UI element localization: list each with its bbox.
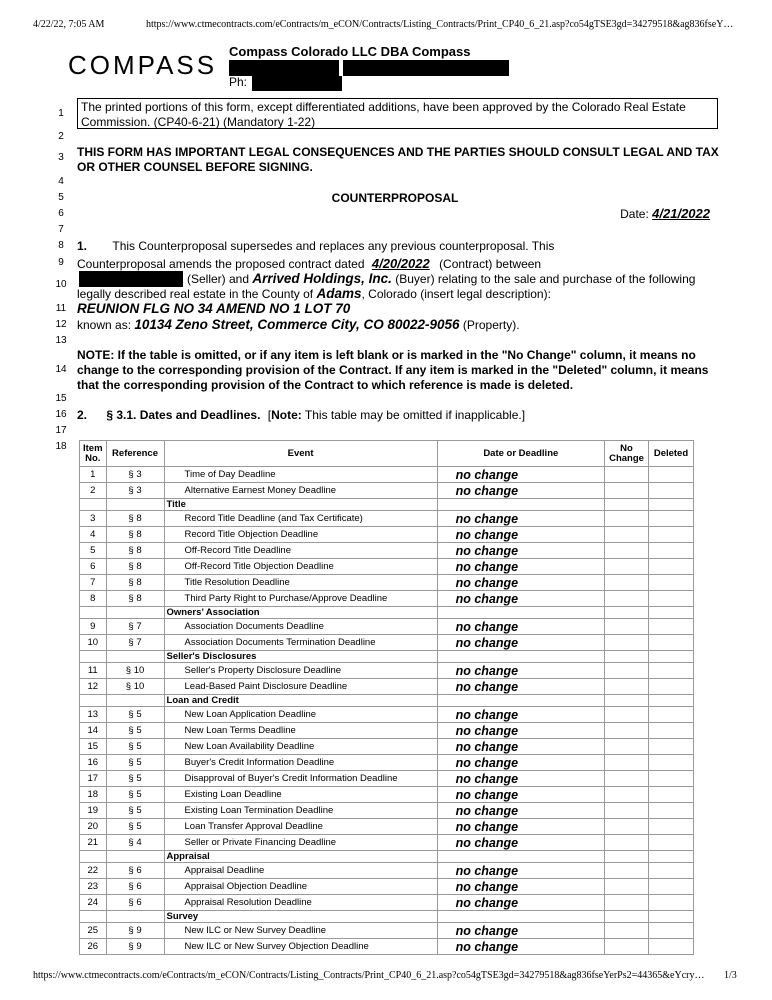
deadline-value-cell[interactable]: no change	[437, 771, 604, 787]
section-title: Seller's Disclosures	[164, 651, 437, 663]
no-change-cell[interactable]	[605, 723, 649, 739]
event-cell: Existing Loan Deadline	[164, 787, 437, 803]
event-cell: Buyer's Credit Information Deadline	[164, 755, 437, 771]
no-change-cell[interactable]	[605, 527, 649, 543]
reference-cell: § 6	[106, 895, 164, 911]
table-note: NOTE: If the table is omitted, or if any item is left blank or is marked in the "No Change" column, it means no change to the corresponding provision of the Contract. If any item is marked in the "Deleted" column, it means that the corresponding provision of the Contract to which reference is made is deleted.	[77, 348, 709, 392]
no-change-cell[interactable]	[605, 467, 649, 483]
item-no-cell: 20	[80, 819, 107, 835]
section-row	[80, 695, 694, 707]
para2-heading: § 3.1. Dates and Deadlines.	[106, 408, 261, 422]
buyer-name: Arrived Holdings, Inc.	[252, 271, 392, 286]
line-number: 9	[58, 257, 64, 268]
table-row	[80, 575, 694, 591]
item-no-cell: 9	[80, 619, 107, 635]
footer-url: https://www.ctmecontracts.com/eContracts/m_eCON/Contracts/Listing_Contracts/Print_CP40_6_21.asp?co54gTSE3gd=34279518&ag836fseYerPs2=44365&eYcry…	[33, 970, 705, 981]
deleted-cell[interactable]	[649, 511, 694, 527]
reference-cell: § 9	[106, 923, 164, 939]
empty-cell	[437, 911, 604, 923]
reference-cell: § 5	[106, 707, 164, 723]
empty-cell	[437, 851, 604, 863]
empty-cell	[649, 851, 694, 863]
event-cell: Off-Record Title Objection Deadline	[164, 559, 437, 575]
item-no-cell: 1	[80, 467, 107, 483]
known-as-label: known as:	[77, 318, 132, 332]
empty-cell	[437, 607, 604, 619]
table-row	[80, 819, 694, 835]
para1-line3	[187, 271, 747, 286]
reference-cell: § 8	[106, 543, 164, 559]
deadline-value-cell[interactable]: no change	[437, 543, 604, 559]
redacted-address-1	[229, 60, 339, 76]
empty-cell	[605, 911, 649, 923]
para1-line1	[77, 239, 727, 253]
item-no-cell: 17	[80, 771, 107, 787]
event-cell: Third Party Right to Purchase/Approve Deadline	[164, 591, 437, 607]
event-cell: Existing Loan Termination Deadline	[164, 803, 437, 819]
print-url: https://www.ctmecontracts.com/eContracts/m_eCON/Contracts/Listing_Contracts/Print_CP40_6_21.asp?co54gTSE3gd=34279518&ag836fseY…	[146, 19, 734, 30]
section-title: Appraisal	[164, 851, 437, 863]
empty-cell	[80, 607, 107, 619]
dates-deadlines-table	[79, 440, 694, 955]
deadline-value-cell[interactable]: no change	[437, 923, 604, 939]
line-number: 4	[58, 176, 64, 187]
deleted-cell[interactable]	[649, 895, 694, 911]
deadline-value-cell[interactable]: no change	[437, 819, 604, 835]
deadline-value-cell[interactable]: no change	[437, 511, 604, 527]
section-title: Loan and Credit	[164, 695, 437, 707]
reference-cell: § 10	[106, 679, 164, 695]
para1-number: 1.	[77, 239, 88, 253]
empty-cell	[605, 651, 649, 663]
section-row	[80, 851, 694, 863]
document-title: COUNTERPROPOSAL	[331, 191, 459, 205]
empty-cell	[106, 499, 164, 511]
no-change-cell[interactable]	[605, 803, 649, 819]
no-change-cell[interactable]	[605, 787, 649, 803]
empty-cell	[80, 911, 107, 923]
deleted-cell[interactable]	[649, 483, 694, 499]
event-cell: Association Documents Deadline	[164, 619, 437, 635]
empty-cell	[106, 607, 164, 619]
table-row	[80, 739, 694, 755]
table-row	[80, 863, 694, 879]
deadline-value-cell[interactable]: no change	[437, 635, 604, 651]
no-change-cell[interactable]	[605, 591, 649, 607]
county: Adams	[316, 286, 362, 301]
no-change-cell[interactable]	[605, 679, 649, 695]
deleted-cell[interactable]	[649, 575, 694, 591]
deadline-value-cell[interactable]: no change	[437, 723, 604, 739]
line-number: 18	[55, 441, 67, 452]
item-no-cell: 18	[80, 787, 107, 803]
deleted-cell[interactable]	[649, 559, 694, 575]
no-change-cell[interactable]	[605, 663, 649, 679]
table-row	[80, 707, 694, 723]
table-row	[80, 679, 694, 695]
line-number: 13	[55, 335, 67, 346]
reference-cell: § 8	[106, 511, 164, 527]
date-label: Date:	[620, 207, 649, 221]
reference-cell: § 8	[106, 559, 164, 575]
item-no-cell: 2	[80, 483, 107, 499]
empty-cell	[437, 651, 604, 663]
date-value: 4/21/2022	[652, 206, 710, 221]
table-body	[80, 467, 694, 955]
line-number: 14	[55, 364, 67, 375]
deleted-cell[interactable]	[649, 591, 694, 607]
reference-cell: § 8	[106, 575, 164, 591]
deadline-value-cell[interactable]: no change	[437, 895, 604, 911]
item-no-cell: 25	[80, 923, 107, 939]
item-no-cell: 26	[80, 939, 107, 955]
table-row	[80, 511, 694, 527]
deleted-cell[interactable]	[649, 723, 694, 739]
line-number: 7	[58, 224, 64, 235]
deleted-cell[interactable]	[649, 679, 694, 695]
event-cell: Seller or Private Financing Deadline	[164, 835, 437, 851]
table-row	[80, 771, 694, 787]
event-cell: Loan Transfer Approval Deadline	[164, 819, 437, 835]
line-number: 6	[58, 208, 64, 219]
para2-note-text: This table may be omitted if inapplicable.]	[304, 408, 526, 422]
event-cell: New ILC or New Survey Objection Deadline	[164, 939, 437, 955]
deadline-value-cell[interactable]: no change	[437, 835, 604, 851]
line-number: 11	[55, 303, 67, 314]
no-change-cell[interactable]	[605, 483, 649, 499]
table-row	[80, 895, 694, 911]
reference-cell: § 5	[106, 755, 164, 771]
section-row	[80, 911, 694, 923]
empty-cell	[80, 851, 107, 863]
deadline-value-cell[interactable]: no change	[437, 787, 604, 803]
reference-cell: § 3	[106, 467, 164, 483]
table-row	[80, 663, 694, 679]
table-row	[80, 939, 694, 955]
reference-cell: § 5	[106, 803, 164, 819]
table-row	[80, 755, 694, 771]
reference-cell: § 8	[106, 527, 164, 543]
line-number: 12	[55, 319, 67, 330]
col-deleted: Deleted	[649, 441, 694, 467]
item-no-cell: 7	[80, 575, 107, 591]
approval-notice: The printed portions of this form, except differentiated additions, have been approved by the Colorado Real Estate Commission. (CP40-6-21) (Mandatory 1-22)	[77, 98, 718, 129]
deleted-cell[interactable]	[649, 707, 694, 723]
table-row	[80, 619, 694, 635]
line-number: 17	[55, 425, 67, 436]
contract-date: 4/20/2022	[371, 256, 430, 271]
item-no-cell: 10	[80, 635, 107, 651]
deadline-value-cell[interactable]: no change	[437, 559, 604, 575]
table-row	[80, 923, 694, 939]
no-change-cell[interactable]	[605, 707, 649, 723]
table-row	[80, 803, 694, 819]
deadline-value-cell[interactable]: no change	[437, 575, 604, 591]
deleted-cell[interactable]	[649, 619, 694, 635]
redacted-seller	[79, 271, 183, 287]
no-change-cell[interactable]	[605, 895, 649, 911]
empty-cell	[106, 911, 164, 923]
event-cell: New Loan Availability Deadline	[164, 739, 437, 755]
col-item-no: Item No.	[80, 441, 107, 467]
section-title: Title	[164, 499, 437, 511]
deleted-cell[interactable]	[649, 863, 694, 879]
event-cell: Alternative Earnest Money Deadline	[164, 483, 437, 499]
table-row	[80, 543, 694, 559]
deleted-cell[interactable]	[649, 939, 694, 955]
redacted-phone	[252, 76, 342, 91]
empty-cell	[106, 651, 164, 663]
item-no-cell: 13	[80, 707, 107, 723]
reference-cell: § 3	[106, 483, 164, 499]
reference-cell: § 9	[106, 939, 164, 955]
empty-cell	[106, 695, 164, 707]
deleted-cell[interactable]	[649, 755, 694, 771]
table-row	[80, 879, 694, 895]
date-line	[590, 206, 710, 221]
section-row	[80, 651, 694, 663]
event-cell: Title Resolution Deadline	[164, 575, 437, 591]
deleted-cell[interactable]	[649, 663, 694, 679]
empty-cell	[605, 695, 649, 707]
no-change-cell[interactable]	[605, 635, 649, 651]
no-change-cell[interactable]	[605, 771, 649, 787]
para1-text-d: (Buyer) relating to the sale and purchase of the following	[395, 272, 696, 286]
item-no-cell: 8	[80, 591, 107, 607]
table-row	[80, 787, 694, 803]
deadline-value-cell[interactable]: no change	[437, 467, 604, 483]
item-no-cell: 4	[80, 527, 107, 543]
no-change-cell[interactable]	[605, 879, 649, 895]
event-cell: Time of Day Deadline	[164, 467, 437, 483]
legal-description: REUNION FLG NO 34 AMEND NO 1 LOT 70	[77, 301, 351, 316]
event-cell: Disapproval of Buyer's Credit Information Deadline	[164, 771, 437, 787]
empty-cell	[605, 607, 649, 619]
deleted-cell[interactable]	[649, 835, 694, 851]
no-change-cell[interactable]	[605, 543, 649, 559]
event-cell: Record Title Objection Deadline	[164, 527, 437, 543]
no-change-cell[interactable]	[605, 923, 649, 939]
event-cell: Off-Record Title Deadline	[164, 543, 437, 559]
reference-cell: § 5	[106, 723, 164, 739]
line-number: 1	[58, 108, 64, 119]
para1-text-a: This Counterproposal supersedes and replaces any previous counterproposal. This	[112, 239, 555, 253]
no-change-cell[interactable]	[605, 819, 649, 835]
empty-cell	[80, 651, 107, 663]
section-title: Owners’ Association	[164, 607, 437, 619]
legal-warning: THIS FORM HAS IMPORTANT LEGAL CONSEQUENCES AND THE PARTIES SHOULD CONSULT LEGAL AND TAX OR OTHER COUNSEL BEFORE SIGNING.	[77, 145, 719, 174]
deadline-value-cell[interactable]: no change	[437, 591, 604, 607]
deadline-value-cell[interactable]: no change	[437, 939, 604, 955]
table-row	[80, 559, 694, 575]
deadline-value-cell[interactable]: no change	[437, 619, 604, 635]
deadline-value-cell[interactable]: no change	[437, 679, 604, 695]
para1-line4	[77, 286, 727, 301]
event-cell: Seller's Property Disclosure Deadline	[164, 663, 437, 679]
para2-note-label: Note:	[271, 408, 302, 422]
deadline-value-cell[interactable]: no change	[437, 863, 604, 879]
line-number: 2	[58, 131, 64, 142]
line-number: 8	[58, 240, 64, 251]
item-no-cell: 21	[80, 835, 107, 851]
reference-cell: § 8	[106, 591, 164, 607]
empty-cell	[437, 695, 604, 707]
reference-cell: § 4	[106, 835, 164, 851]
para1-text-c: (Contract) between	[439, 257, 542, 271]
line-number: 15	[55, 393, 67, 404]
item-no-cell: 6	[80, 559, 107, 575]
reference-cell: § 7	[106, 619, 164, 635]
line-number: 10	[55, 279, 67, 290]
deadline-value-cell[interactable]: no change	[437, 663, 604, 679]
item-no-cell: 11	[80, 663, 107, 679]
deleted-cell[interactable]	[649, 803, 694, 819]
phone-label: Ph:	[229, 75, 248, 89]
footer-page: 1/3	[724, 970, 737, 981]
col-event: Event	[164, 441, 437, 467]
empty-cell	[649, 651, 694, 663]
no-change-cell[interactable]	[605, 619, 649, 635]
reference-cell: § 5	[106, 787, 164, 803]
reference-cell: § 5	[106, 739, 164, 755]
redacted-address-2	[343, 60, 509, 76]
line-number: 3	[58, 152, 64, 163]
event-cell: Association Documents Termination Deadline	[164, 635, 437, 651]
para1-line2	[77, 256, 727, 271]
empty-cell	[80, 695, 107, 707]
deleted-cell[interactable]	[649, 787, 694, 803]
item-no-cell: 3	[80, 511, 107, 527]
event-cell: Appraisal Deadline	[164, 863, 437, 879]
deleted-cell[interactable]	[649, 923, 694, 939]
item-no-cell: 16	[80, 755, 107, 771]
deadline-value-cell[interactable]: no change	[437, 739, 604, 755]
no-change-cell[interactable]	[605, 559, 649, 575]
table-row	[80, 591, 694, 607]
print-timestamp: 4/22/22, 7:05 AM	[33, 19, 105, 30]
deadline-value-cell[interactable]: no change	[437, 755, 604, 771]
item-no-cell: 5	[80, 543, 107, 559]
table-header-row	[80, 441, 694, 467]
no-change-cell[interactable]	[605, 575, 649, 591]
no-change-cell[interactable]	[605, 863, 649, 879]
para1-text-b: Counterproposal amends the proposed contract dated	[77, 257, 365, 271]
col-reference: Reference	[106, 441, 164, 467]
reference-cell: § 6	[106, 863, 164, 879]
empty-cell	[605, 851, 649, 863]
no-change-cell[interactable]	[605, 939, 649, 955]
empty-cell	[437, 499, 604, 511]
event-cell: Record Title Deadline (and Tax Certificate)	[164, 511, 437, 527]
table-row	[80, 835, 694, 851]
section-row	[80, 607, 694, 619]
table-row	[80, 723, 694, 739]
item-no-cell: 19	[80, 803, 107, 819]
event-cell: New Loan Application Deadline	[164, 707, 437, 723]
reference-cell: § 10	[106, 663, 164, 679]
seller-label: (Seller) and	[187, 272, 250, 286]
item-no-cell: 14	[80, 723, 107, 739]
para1-text-f: , Colorado (insert legal description):	[361, 287, 551, 301]
deleted-cell[interactable]	[649, 543, 694, 559]
para2-heading-line	[77, 408, 727, 422]
deleted-cell[interactable]	[649, 879, 694, 895]
empty-cell	[605, 499, 649, 511]
para1-text-e: legally described real estate in the County of	[77, 287, 314, 301]
property-address: 10134 Zeno Street, Commerce City, CO 80022-9056	[134, 317, 460, 332]
event-cell: New ILC or New Survey Deadline	[164, 923, 437, 939]
item-no-cell: 22	[80, 863, 107, 879]
line-number: 5	[58, 192, 64, 203]
col-date-deadline: Date or Deadline	[437, 441, 604, 467]
para2-number: 2.	[77, 408, 88, 422]
reference-cell: § 7	[106, 635, 164, 651]
section-title: Survey	[164, 911, 437, 923]
reference-cell: § 6	[106, 879, 164, 895]
logo-text: COMPASS	[68, 50, 218, 80]
property-label: (Property).	[462, 318, 520, 332]
no-change-cell[interactable]	[605, 835, 649, 851]
para2-bracket: [	[267, 408, 272, 422]
reference-cell: § 5	[106, 819, 164, 835]
section-row	[80, 499, 694, 511]
item-no-cell: 23	[80, 879, 107, 895]
table-row	[80, 527, 694, 543]
no-change-cell[interactable]	[605, 739, 649, 755]
no-change-cell[interactable]	[605, 511, 649, 527]
deadline-value-cell[interactable]: no change	[437, 527, 604, 543]
no-change-cell[interactable]	[605, 755, 649, 771]
table-row	[80, 635, 694, 651]
empty-cell	[106, 851, 164, 863]
deleted-cell[interactable]	[649, 635, 694, 651]
empty-cell	[649, 911, 694, 923]
deadline-value-cell[interactable]: no change	[437, 803, 604, 819]
empty-cell	[80, 499, 107, 511]
line-number: 16	[55, 409, 67, 420]
deleted-cell[interactable]	[649, 819, 694, 835]
company-name: Compass Colorado LLC DBA Compass	[229, 44, 471, 59]
deleted-cell[interactable]	[649, 739, 694, 755]
item-no-cell: 15	[80, 739, 107, 755]
item-no-cell: 24	[80, 895, 107, 911]
event-cell: Appraisal Resolution Deadline	[164, 895, 437, 911]
event-cell: New Loan Terms Deadline	[164, 723, 437, 739]
empty-cell	[649, 695, 694, 707]
deadline-value-cell[interactable]: no change	[437, 483, 604, 499]
empty-cell	[649, 499, 694, 511]
deadline-value-cell[interactable]: no change	[437, 879, 604, 895]
deadline-value-cell[interactable]: no change	[437, 707, 604, 723]
table-row	[80, 467, 694, 483]
deleted-cell[interactable]	[649, 467, 694, 483]
item-no-cell: 12	[80, 679, 107, 695]
col-no-change: No Change	[605, 441, 649, 467]
table-row	[80, 483, 694, 499]
compass-logo	[68, 50, 217, 81]
event-cell: Appraisal Objection Deadline	[164, 879, 437, 895]
empty-cell	[649, 607, 694, 619]
para1-line6	[77, 317, 727, 332]
deleted-cell[interactable]	[649, 527, 694, 543]
event-cell: Lead-Based Paint Disclosure Deadline	[164, 679, 437, 695]
reference-cell: § 5	[106, 771, 164, 787]
deleted-cell[interactable]	[649, 771, 694, 787]
